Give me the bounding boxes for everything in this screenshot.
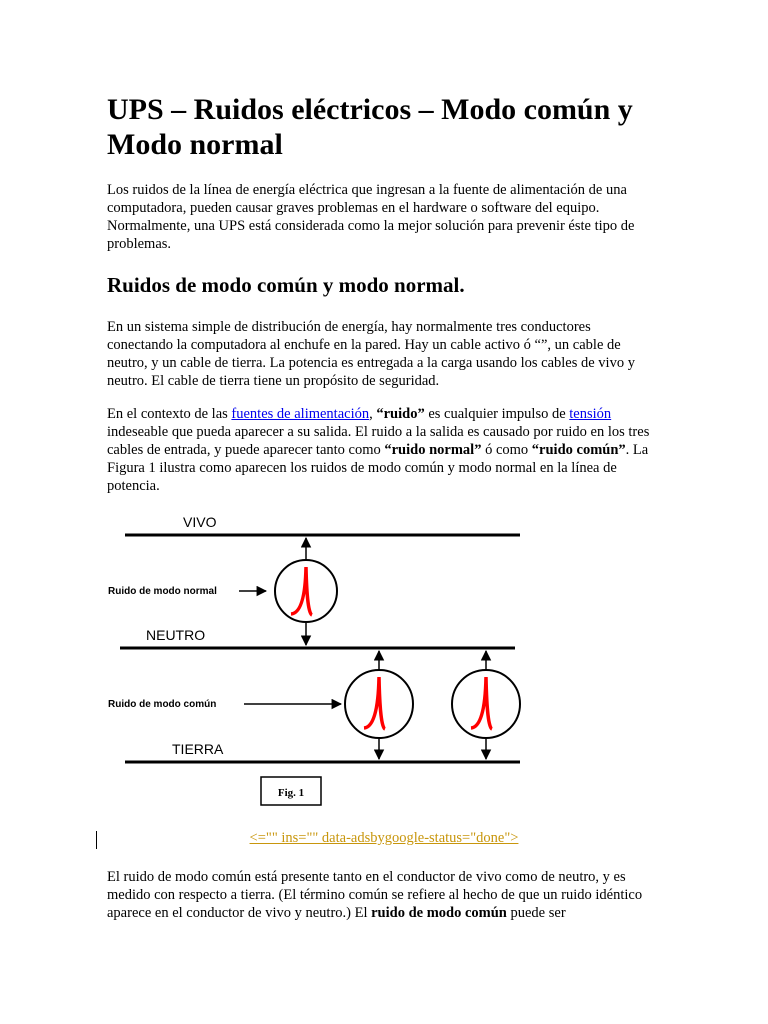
figure-1-diagram: [100, 505, 530, 810]
page-title: UPS – Ruidos eléctricos – Modo común y Modo normal: [107, 93, 633, 161]
link-tension[interactable]: tensión: [569, 406, 612, 422]
text: es cualquier impulso de: [424, 406, 570, 422]
tierra-label: TIERRA: [172, 741, 224, 757]
noise-definition-paragraph: [107, 405, 655, 495]
common-mode-paragraph: [107, 868, 655, 922]
vivo-label: VIVO: [183, 514, 217, 530]
bold-term-ruido-modo-comun: ruido de modo común: [371, 905, 507, 921]
conductors-paragraph: En un sistema simple de distribución de energía, hay normalmente tres conductores conectando la computadora al enchufe en la pared. Hay un cable activo ó “”, un cable de neutro, y un cable de tierra. La potencia es entregada a la carga usando los cables de vivo y neutro. El cable de tierra tiene un propósito de seguridad.: [107, 319, 635, 389]
bold-term-ruido-comun: “ruido común”: [531, 442, 626, 458]
section-heading: Ruidos de modo común y modo normal.: [107, 273, 465, 297]
ad-placeholder-text[interactable]: <="" ins="" data-adsbygoogle-status="done">: [249, 830, 519, 846]
link-fuentes-alimentacion[interactable]: fuentes de alimentación: [231, 406, 370, 422]
text: En el contexto de las: [107, 406, 232, 422]
text: ó como: [481, 442, 532, 458]
text: puede ser: [506, 905, 566, 921]
ad-placeholder: [0, 829, 768, 847]
neutro-label: NEUTRO: [146, 627, 206, 643]
normal-mode-label: Ruido de modo normal: [108, 586, 217, 597]
text: ,: [369, 406, 377, 422]
text: . La Figura 1 ilustra como aparecen los ruidos de modo común y modo normal en la línea de potencia.: [107, 442, 649, 494]
intro-paragraph: Los ruidos de la línea de energía eléctrica que ingresan a la fuente de alimentación de una computadora, pueden causar graves problemas en el hardware o software del equipo. Normalmente, una UPS está considerada como la mejor solución para prevenir éste tipo de problemas.: [107, 182, 635, 252]
common-mode-label: Ruido de modo común: [108, 699, 217, 710]
text: El ruido de modo común está presente tanto en el conductor de vivo como de neutro, y es medido con respecto a tierra. (El término común se refiere al hecho de que un ruido idéntico aparece en el conductor de vivo y neutro.) El: [107, 869, 643, 921]
bold-term-ruido-normal: “ruido normal”: [384, 442, 482, 458]
bold-term-ruido: “ruido”: [376, 406, 425, 422]
figure-caption: Fig. 1: [277, 787, 305, 799]
text: indeseable que pueda aparecer a su salida. El ruido a la salida es causado por ruido en los tres cables de entrada, y puede aparecer tanto como: [107, 424, 650, 458]
